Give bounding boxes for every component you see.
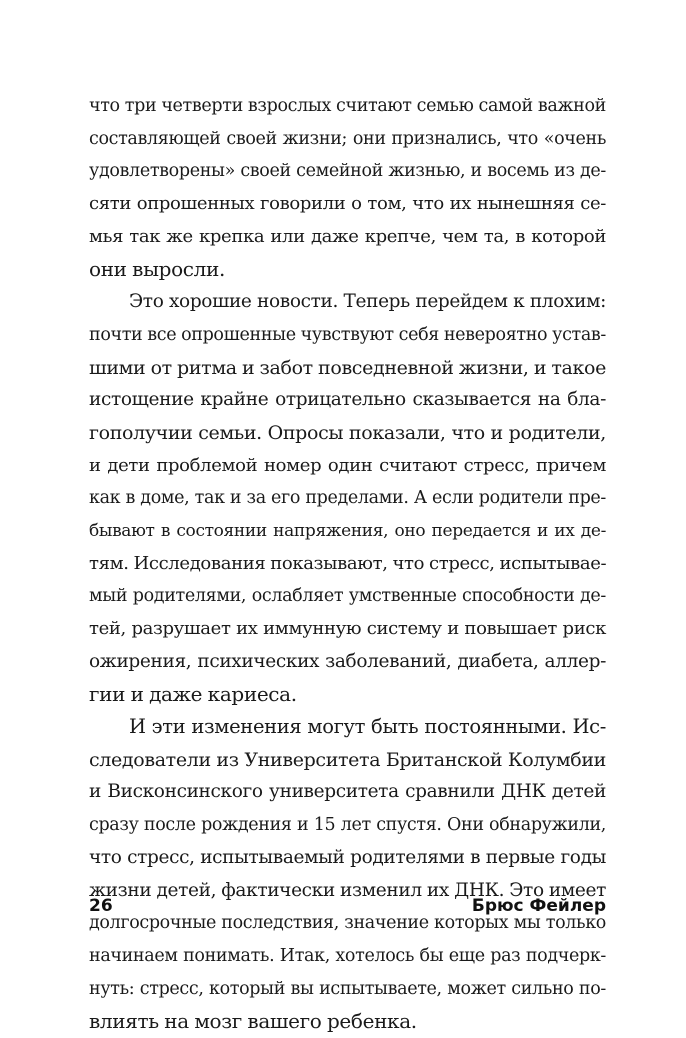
text-line: нуть: стресс, который вы испытываете, может сильно по- <box>89 978 606 999</box>
text-line: и дети проблемой номер один считают стресс, причем <box>89 454 606 476</box>
text-line: тей, разрушает их иммунную систему и повышает риск <box>89 618 606 639</box>
text-line: влиять на мозг вашего ребенка. <box>89 1009 417 1034</box>
text-line: начинаем понимать. Итак, хотелось бы еще раз подчерк- <box>89 945 606 966</box>
text-line: составляющей своей жизни; они признались, что «очень <box>89 128 606 149</box>
text-line: гополучии семьи. Опросы показали, что и родители, <box>89 421 606 444</box>
text-line: бывают в состоянии напряжения, оно передается и их де- <box>89 520 606 541</box>
text-line: что три четверти взрослых считают семью самой важной <box>89 96 606 116</box>
text-line: жизни детей, фактически изменил их ДНК. Это имеет <box>89 879 606 901</box>
text-line: удовлетворены» своей семейной жизнью, и восемь из де- <box>89 161 606 182</box>
running-footer-author: Брюс Фейлер <box>471 896 606 916</box>
text-line: сразу после рождения и 15 лет спустя. Они обнаружили, <box>89 815 606 836</box>
page-number: 26 <box>89 896 113 916</box>
text-line: мья так же крепка или даже крепче, чем та, в которой <box>89 225 606 247</box>
page-footer <box>89 896 606 924</box>
text-line: гии и даже кариеса. <box>89 682 297 707</box>
text-line: Это хорошие новости. Теперь перейдем к плохим: <box>129 291 606 313</box>
text-line: долгосрочные последствия, значение которых мы только <box>89 913 606 934</box>
text-line: истощение крайне отрицательно сказывается на бла- <box>89 389 606 411</box>
text-line: шими от ритма и забот повседневной жизни, и такое <box>89 356 606 379</box>
text-line: сяти опрошенных говорили о том, что их нынешняя се- <box>89 193 606 215</box>
text-line: и Висконсинского университета сравнили ДНК детей <box>89 781 606 803</box>
text-line: почти все опрошенные чувствуют себя невероятно устав- <box>89 324 606 345</box>
text-line: тям. Исследования показывают, что стресс, испытывае- <box>89 552 607 574</box>
text-line: как в доме, так и за его пределами. А если родители пре- <box>89 488 606 509</box>
text-line: мый родителями, ослабляет умственные способности де- <box>89 586 606 607</box>
paragraph-3 <box>89 711 606 1038</box>
paragraph-1 <box>89 90 606 286</box>
text-line: они выросли. <box>89 257 225 282</box>
text-line: И эти изменения могут быть постоянными. Ис- <box>129 715 606 739</box>
text-line: ожирения, психических заболеваний, диабета, аллер- <box>89 650 606 672</box>
text-line: что стресс, испытываемый родителями в первые годы <box>89 846 606 868</box>
paragraph-2 <box>89 286 606 711</box>
text-line: следователи из Университета Британской Колумбии <box>89 748 606 771</box>
